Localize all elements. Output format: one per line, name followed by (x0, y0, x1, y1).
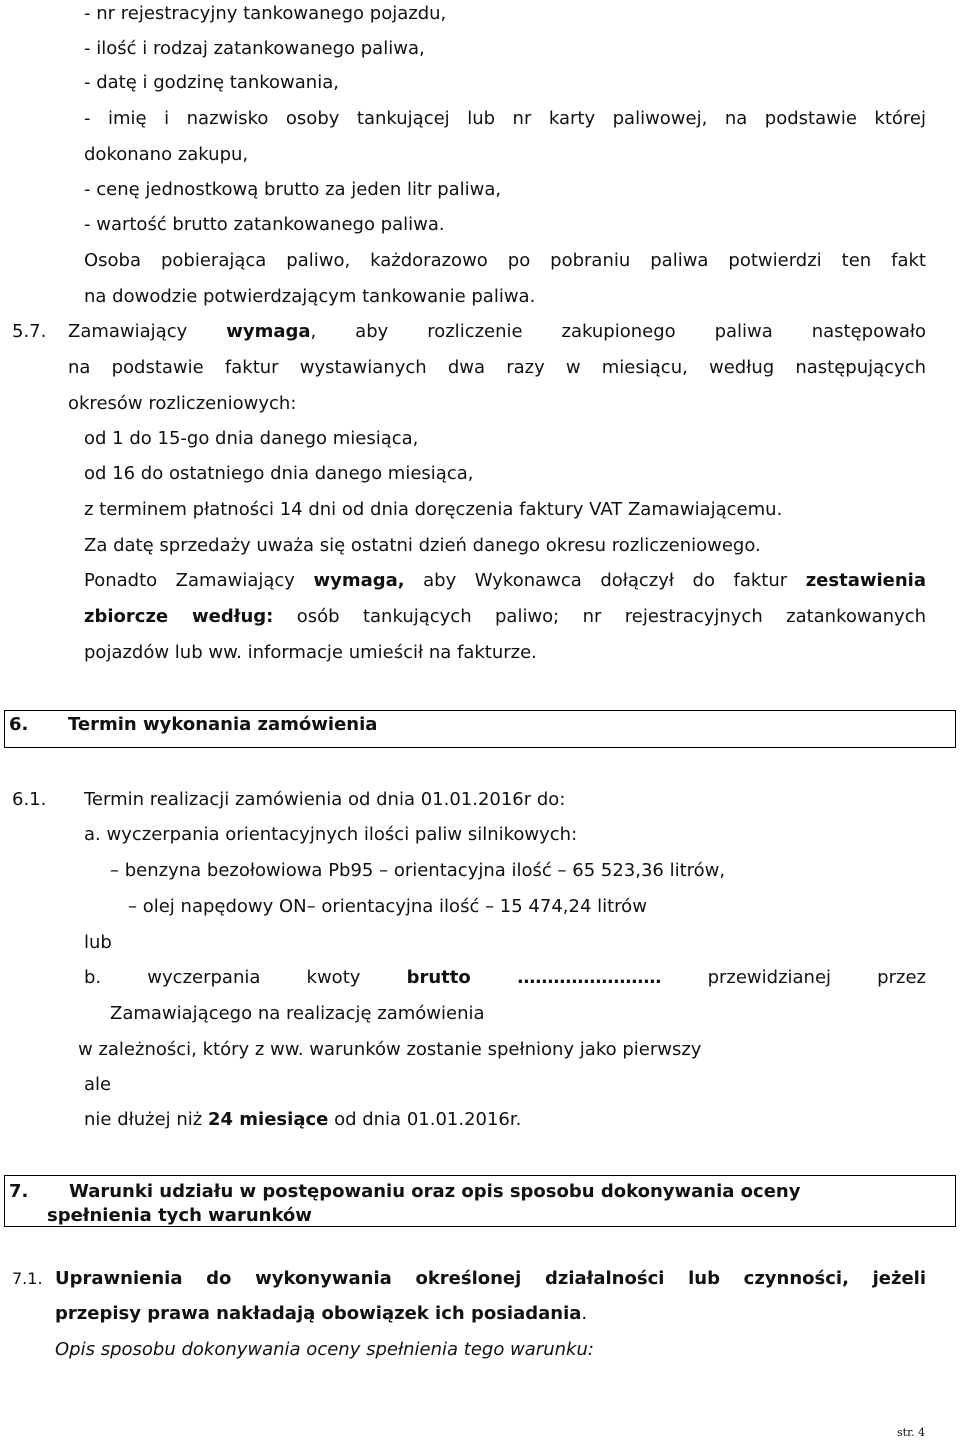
paragraph-line: Zamawiającego na realizację zamówienia (110, 1003, 485, 1024)
list-item: od 1 do 15-go dnia danego miesiąca, (84, 428, 419, 449)
list-item: a. wyczerpania orientacyjnych ilości paliw silnikowych: (84, 824, 578, 845)
paragraph-line: Ponadto Zamawiający wymaga, aby Wykonawca dołączył do faktur zestawienia (84, 570, 926, 591)
paragraph-line: pojazdów lub ww. informacje umieścił na fakturze. (84, 642, 537, 663)
list-item: - wartość brutto zatankowanego paliwa. (84, 214, 445, 235)
paragraph-line: okresów rozliczeniowych: (68, 393, 297, 414)
paragraph-line: Zamawiający wymaga, aby rozliczenie zakupionego paliwa następowało (68, 321, 926, 342)
paragraph-line: Uprawnienia do wykonywania określonej działalności lub czynności, jeżeli (55, 1268, 926, 1289)
paragraph-line: zbiorcze według: osób tankujących paliwo; nr rejestracyjnych zatankowanych (84, 606, 927, 627)
section-number: 6.1. (12, 789, 47, 810)
section-title: Termin wykonania zamówienia (68, 714, 378, 735)
section-number: 7.1. (12, 1269, 43, 1288)
section-number: 5.7. (12, 321, 47, 342)
paragraph-line: lub (84, 932, 112, 953)
paragraph-line: przepisy prawa nakładają obowiązek ich posiadania. (55, 1303, 588, 1324)
list-item: – olej napędowy ON– orientacyjna ilość – 15 474,24 litrów (128, 896, 647, 917)
list-item: b. wyczerpania kwoty brutto …………………… przewidzianej przez (84, 967, 926, 988)
paragraph-line: nie dłużej niż 24 miesiące od dnia 01.01.2016r. (84, 1109, 522, 1130)
paragraph-line: na podstawie faktur wystawianych dwa razy w miesiącu, według następujących (68, 357, 926, 378)
section-number: 6. (9, 714, 29, 735)
section-title: spełnienia tych warunków (47, 1205, 312, 1226)
section-number: 7. (9, 1181, 29, 1202)
list-item: od 16 do ostatniego dnia danego miesiąca, (84, 463, 474, 484)
paragraph-line: Za datę sprzedaży uważa się ostatni dzień danego okresu rozliczeniowego. (84, 535, 761, 556)
section-title: Warunki udziału w postępowaniu oraz opis sposobu dokonywania oceny (69, 1181, 801, 1202)
paragraph-line: w zależności, który z ww. warunków zostanie spełniony jako pierwszy (78, 1039, 702, 1060)
list-item: dokonano zakupu, (84, 144, 249, 165)
list-item: - datę i godzinę tankowania, (84, 72, 339, 93)
paragraph-line: Opis sposobu dokonywania oceny spełnienia tego warunku: (55, 1339, 594, 1360)
list-item: - imię i nazwisko osoby tankującej lub nr karty paliwowej, na podstawie której (84, 108, 926, 129)
page-number: str. 4 (897, 1426, 926, 1439)
list-item: - nr rejestracyjny tankowanego pojazdu, (84, 3, 447, 24)
list-item: - cenę jednostkową brutto za jeden litr paliwa, (84, 179, 502, 200)
list-item: - ilość i rodzaj zatankowanego paliwa, (84, 38, 425, 59)
paragraph-line: Osoba pobierająca paliwo, każdorazowo po pobraniu paliwa potwierdzi ten fakt (84, 250, 926, 271)
paragraph-line: na dowodzie potwierdzającym tankowanie paliwa. (84, 286, 536, 307)
list-item: – benzyna bezołowiowa Pb95 – orientacyjna ilość – 65 523,36 litrów, (110, 860, 726, 881)
section-header-box (4, 710, 956, 748)
paragraph-line: Termin realizacji zamówienia od dnia 01.01.2016r do: (84, 789, 566, 810)
paragraph-line: z terminem płatności 14 dni od dnia doręczenia faktury VAT Zamawiającemu. (84, 499, 783, 520)
paragraph-line: ale (84, 1074, 112, 1095)
section-header-box (4, 1175, 956, 1227)
